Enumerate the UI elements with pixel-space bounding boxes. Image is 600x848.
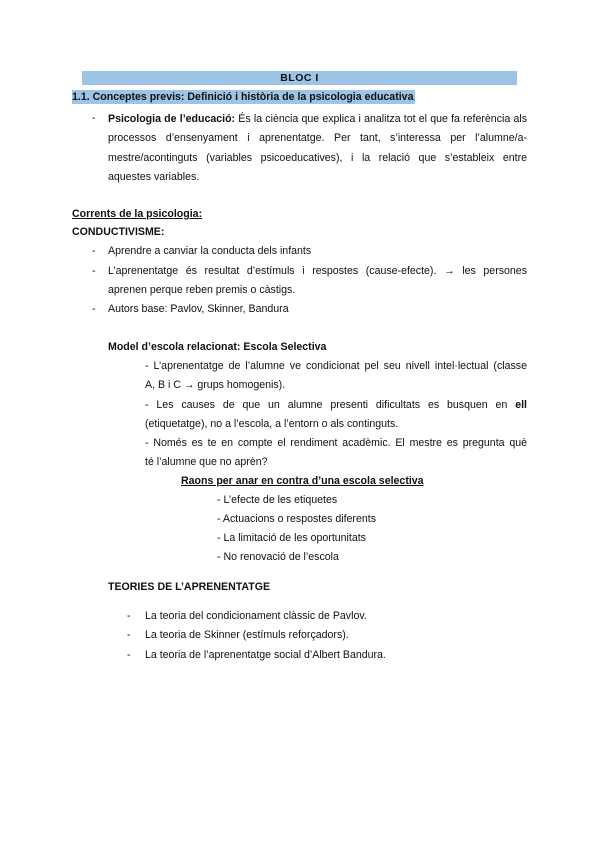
list-item: Autors base: Pavlov, Skinner, Bandura	[108, 303, 289, 315]
emphasis-word: ell	[515, 399, 527, 411]
teories-item: La teoria de l’aprenentatge social d’Albert Bandura.	[145, 649, 386, 661]
list-item: Aprendre a canviar la conducta dels infants	[108, 245, 312, 257]
conductivisme-heading: CONDUCTIVISME:	[72, 226, 165, 238]
teories-item: La teoria del condicionament clàssic de Pavlov.	[145, 610, 367, 622]
definition-bullet: -	[92, 112, 96, 124]
raons-item: - Actuacions o respostes diferents	[217, 513, 376, 525]
model-line-text: - Les causes de que un alumne presenti dificultats es busquen en	[145, 399, 516, 411]
model-line: A, B i C → grups homogenis).	[145, 379, 286, 391]
model-line: - L’aprenentatge de l’alumne ve condicionat pel seu nivell intel·lectual (classe	[145, 360, 527, 372]
list-bullet: -	[127, 649, 131, 661]
definition-term: Psicologia de l’educació:	[108, 113, 236, 125]
definition-paragraph	[108, 110, 527, 187]
model-line: té l’alumne que no aprèn?	[145, 456, 268, 468]
list-bullet: -	[92, 245, 96, 257]
list-bullet: -	[127, 629, 131, 641]
corrents-heading: Corrents de la psicologia:	[72, 208, 203, 220]
list-bullet: -	[92, 303, 96, 315]
model-line	[145, 396, 527, 415]
raons-item: - L’efecte de les etiquetes	[217, 494, 338, 506]
model-heading: Model d’escola relacionat: Escola Selectiva	[108, 341, 327, 353]
definition-text: És la ciència que explica i analitza tot el que fa referència als processos d’ensenyament i aprenentatge. Per tant, s’interessa per l’alumne/a-mestre/acontinguts (variables psicoeducatives), i la relació que s’estableix entre aquestes variables.	[108, 113, 527, 183]
raons-item: - No renovació de l’escola	[217, 551, 339, 563]
list-bullet: -	[127, 610, 131, 622]
list-item-continuation: aprenen perque reben premis o càstigs.	[108, 284, 296, 296]
list-bullet: -	[92, 265, 96, 277]
teories-heading: TEORIES DE L’APRENENTATGE	[108, 581, 271, 593]
bloc-title: BLOC I	[82, 71, 517, 85]
section-title: 1.1. Conceptes previs: Definició i història de la psicologia educativa	[72, 91, 414, 103]
raons-item: - La limitació de les oportunitats	[217, 532, 366, 544]
teories-item: La teoria de Skinner (estímuls reforçadors).	[145, 629, 349, 641]
raons-heading: Raons per anar en contra d’una escola selectiva	[181, 475, 424, 487]
model-line: - Només es te en compte el rendiment acadèmic. El mestre es pregunta què	[145, 437, 527, 449]
list-item: L’aprenentatge és resultat d’estímuls i respostes (cause-efecte). → les persones	[108, 265, 527, 277]
model-line: (etiquetatge), no a l’escola, a l’entorn o als continguts.	[145, 418, 399, 430]
